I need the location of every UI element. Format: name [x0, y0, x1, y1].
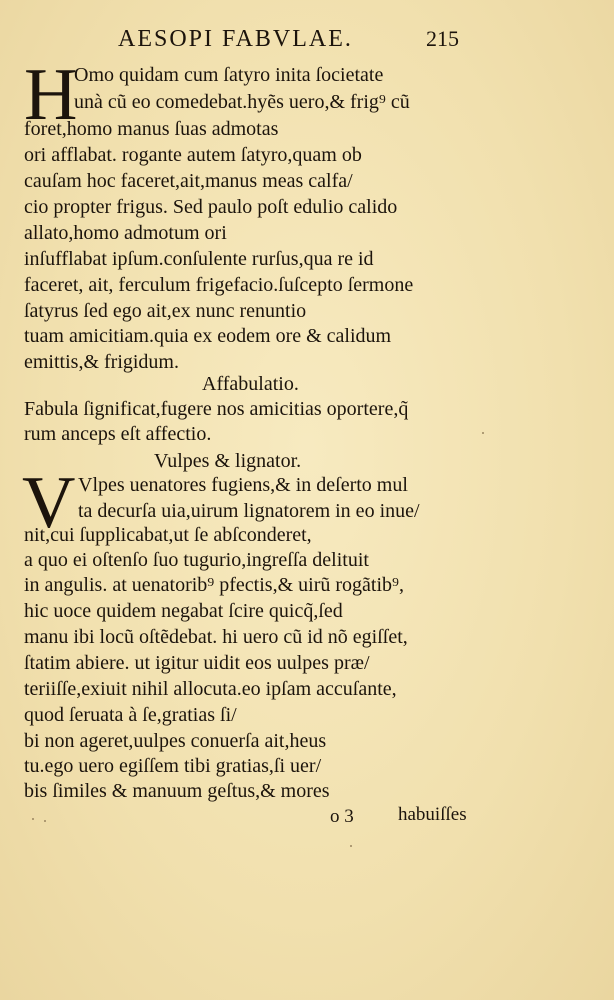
text-line: manu ibi locũ oſtẽdebat. hi uero cũ id nõ egiſſet, [24, 626, 408, 648]
paper-speck [32, 818, 34, 820]
text-line: cio propter frigus. Sed paulo poſt edulio calido [24, 196, 398, 218]
text-line: in angulis. at uenatorib⁹ pfectis,& uirũ rogãtib⁹, [24, 574, 404, 596]
running-title: AESOPI FABVLAE. [118, 26, 353, 52]
text-line: Omo quidam cum ſatyro inita ſocietate [74, 64, 384, 86]
text-line: ta decurſa uia,uirum lignatorem in eo inue/ [78, 500, 420, 522]
paper-speck [482, 432, 484, 434]
text-line: ori afflabat. rogante autem ſatyro,quam ob [24, 144, 362, 166]
text-line: cauſam hoc faceret,ait,manus meas calfa/ [24, 170, 353, 192]
text-line: Fabula ſignificat,fugere nos amicitias oportere,q̃ [24, 398, 409, 420]
text-line: bis ſimiles & manuum geſtus,& mores [24, 780, 330, 802]
text-line: tu.ego uero egiſſem tibi gratias,ſi uer/ [24, 755, 322, 777]
text-line: rum anceps eſt affectio. [24, 423, 212, 445]
signature-mark: o 3 [330, 806, 354, 827]
text-line: a quo ei oſtenſo ſuo tugurio,ingreſſa delituit [24, 549, 369, 571]
text-line: unà cũ eo comedebat.hyẽs uero,& frig⁹ cũ [74, 91, 410, 113]
text-line: emittis,& frigidum. [24, 351, 179, 373]
fable-title: Vulpes & lignator. [154, 450, 302, 472]
text-line: inſufflabat ipſum.conſulente rurſus,qua re id [24, 248, 374, 270]
folio-number: 215 [426, 26, 459, 51]
drop-cap-initial-h: H [24, 54, 78, 136]
paper-speck [350, 845, 352, 847]
text-line: allato,homo admotum ori [24, 222, 227, 244]
text-line: foret,homo manus ſuas admotas [24, 118, 279, 140]
text-line: teriiſſe,exiuit nihil allocuta.eo ipſam accuſante, [24, 678, 397, 700]
affabulatio-heading: Affabulatio. [202, 373, 299, 395]
catchword: habuiſſes [398, 804, 467, 825]
page-header [0, 26, 614, 56]
text-line: hic uoce quidem negabat ſcire quicq̃,ſed [24, 600, 343, 622]
text-line: tuam amicitiam.quia ex eodem ore & calidum [24, 325, 392, 347]
drop-cap-initial-v: V [22, 462, 76, 544]
text-line: nit,cui ſupplicabat,ut ſe abſconderet, [24, 524, 312, 546]
text-line: quod ſeruata à ſe,gratias ſi/ [24, 704, 237, 726]
text-line: ſatyrus ſed ego ait,ex nunc renuntio [24, 300, 307, 322]
text-line: ſtatim abiere. ut igitur uidit eos uulpes præ/ [24, 652, 370, 674]
text-line: bi non ageret,uulpes conuerſa ait,heus [24, 730, 327, 752]
text-line: faceret, ait, ferculum frigefacio.ſuſcepto ſermone [24, 274, 414, 296]
text-line: Vlpes uenatores fugiens,& in deſerto mul [78, 474, 408, 496]
paper-speck [44, 820, 46, 822]
